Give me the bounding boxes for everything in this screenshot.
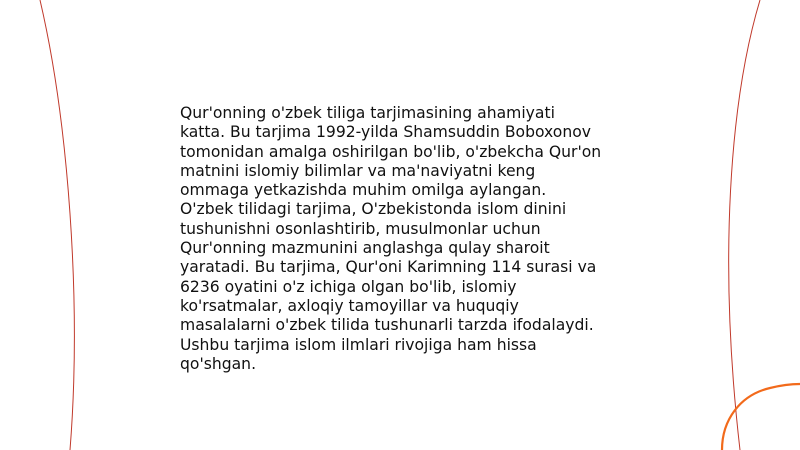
right-curve-line <box>729 0 760 450</box>
body-paragraph: Qur'onning o'zbek tiliga tarjimasining ahamiyati katta. Bu tarjima 1992-yilda Shamsuddin Boboxonov tomonidan amalga oshirilgan bo'lib, o'zbekcha Qur'on matnini islomiy bilimlar va ma'naviyatni keng ommaga yetkazishda muhim omilga aylangan. O'zbek tilidagi tarjima, O'zbekistonda islom dinini tushunishni osonlashtirib, musulmonlar uchun Qur'onning mazmunini anglashga qulay sharoit yaratadi. Bu tarjima, Qur'oni Karimning 114 surasi va 6236 oyatini o'z ichiga olgan bo'lib, islomiy ko'rsatmalar, axloqiy tamoyillar va huquqiy masalalarni o'zbek tilida tushunarli tarzda ifodalaydi. Ushbu tarjima islom ilmlari rivojiga ham hissa qo'shgan. <box>180 104 602 373</box>
orange-arc <box>722 384 800 450</box>
left-curve-line <box>40 0 74 450</box>
